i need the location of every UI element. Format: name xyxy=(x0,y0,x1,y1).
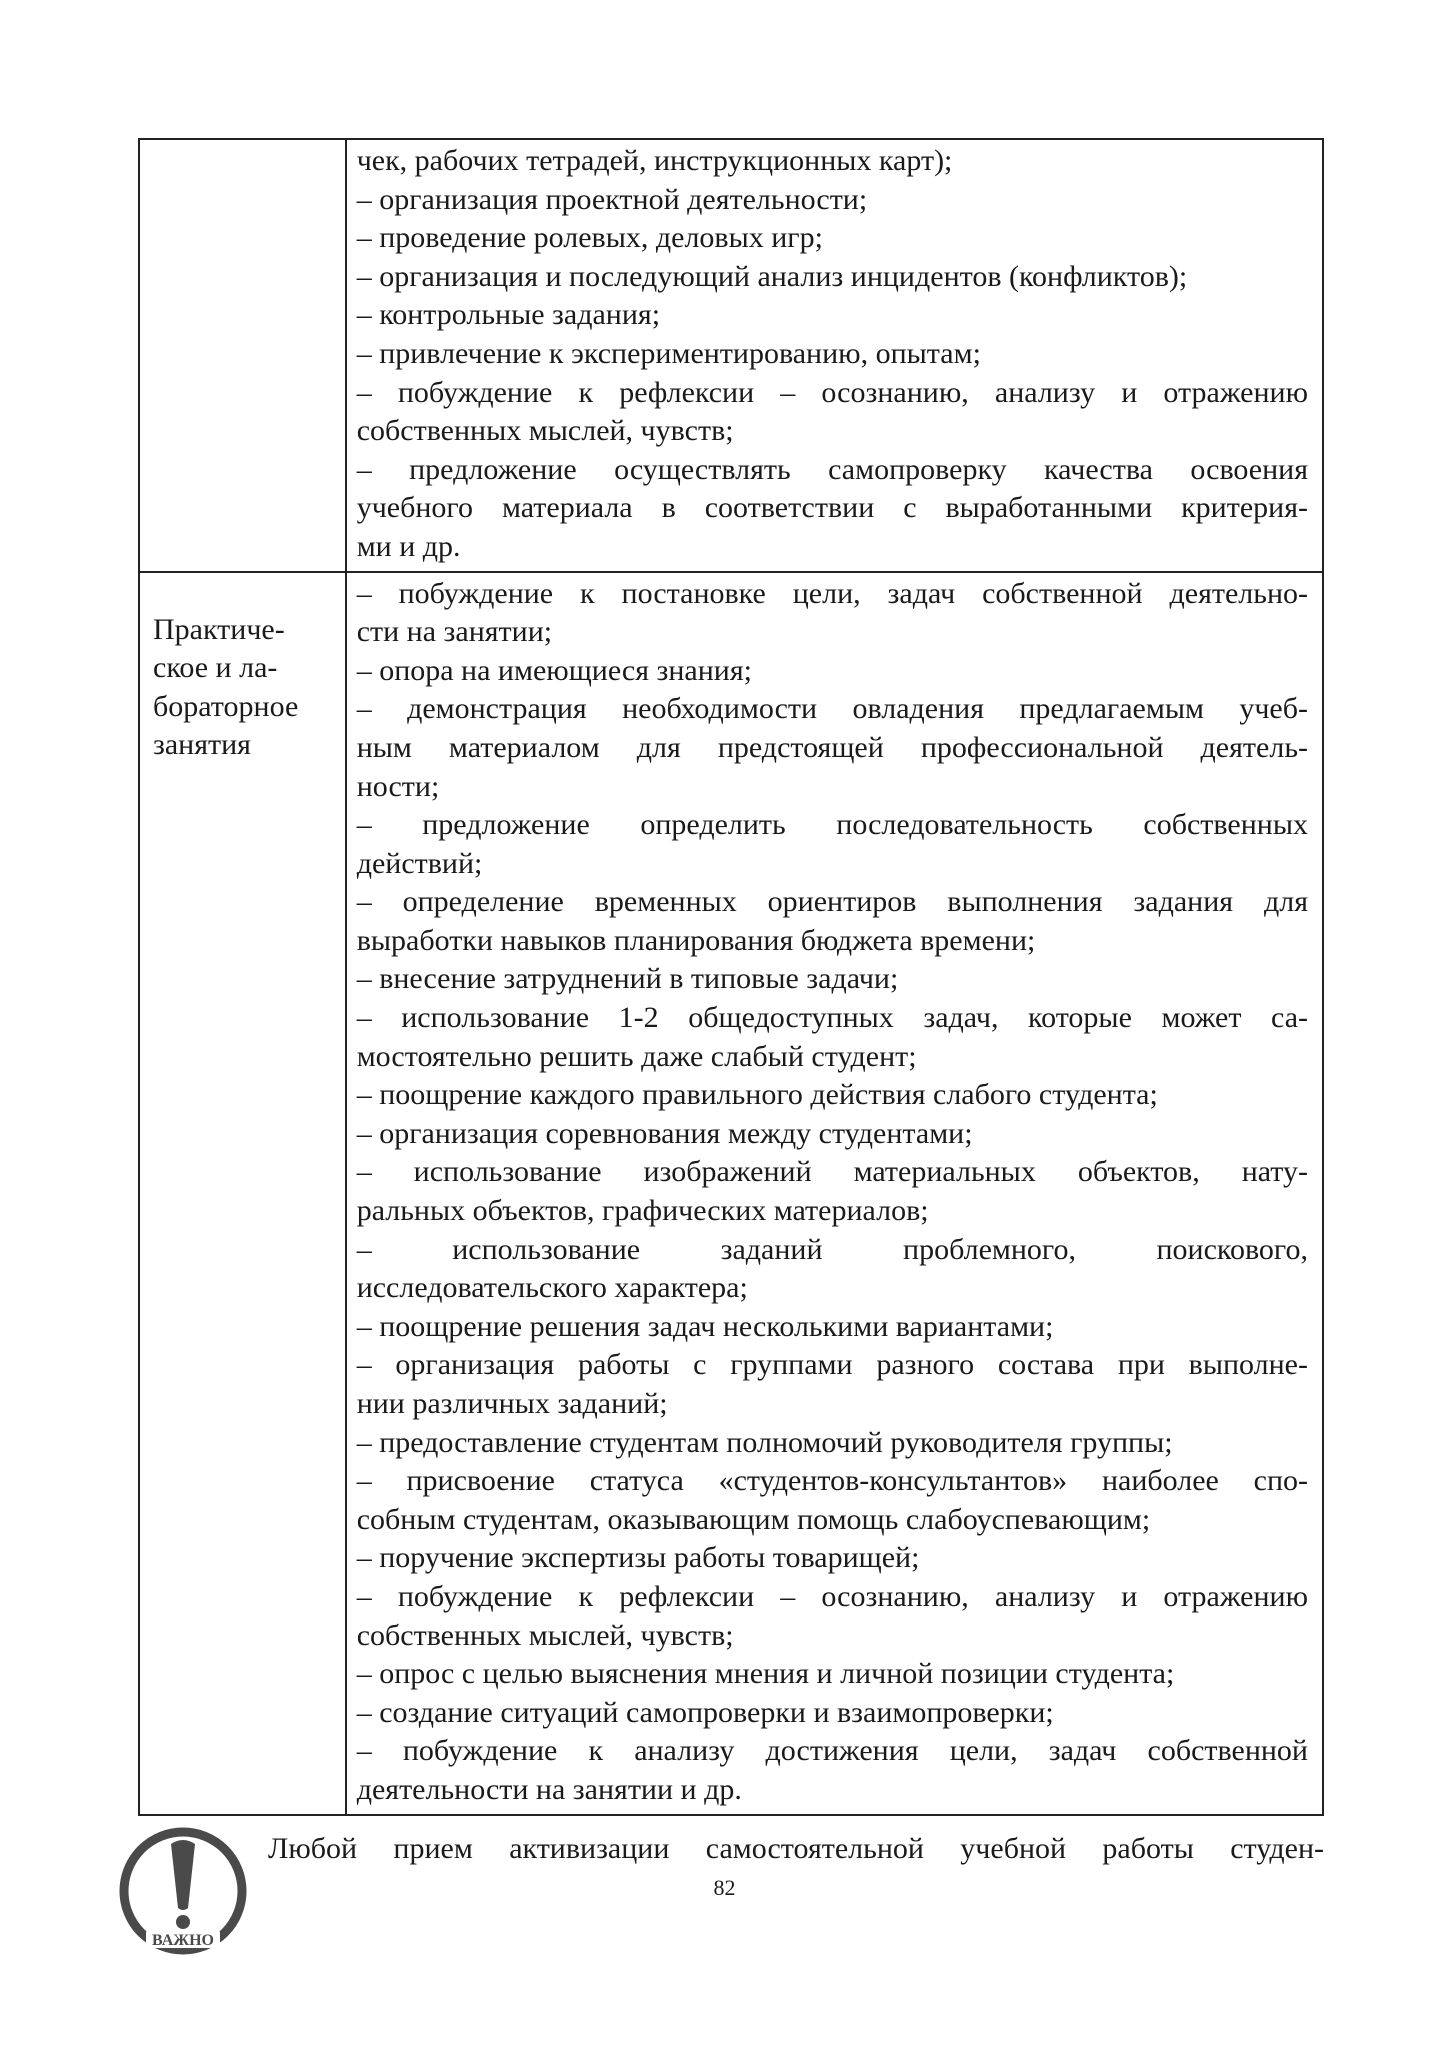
lesson-type-cell xyxy=(139,139,346,572)
technique-line: – использование 1-2 общедоступных задач, которые может са- xyxy=(356,1001,1308,1035)
technique-line: – демонстрация необходимости овладения предлагаемым учеб- xyxy=(356,692,1308,726)
lesson-type-cell xyxy=(139,572,346,1815)
technique-line: исследовательского характера; xyxy=(356,1271,748,1305)
body-paragraph: Любой прием активизации самостоятельной учебной работы студен- xyxy=(268,1832,1324,1865)
technique-line: ми и др. xyxy=(356,529,461,563)
technique-line: – использование изображений материальных объектов, нату- xyxy=(356,1155,1308,1189)
technique-line: – опора на имеющиеся знания; xyxy=(356,653,752,687)
technique-line: – поручение экспертизы работы товарищей; xyxy=(356,1541,920,1575)
technique-line: – использование заданий проблемного, поискового, xyxy=(356,1232,1308,1266)
technique-line: ности; xyxy=(356,769,440,803)
page-number: 82 xyxy=(713,1875,736,1900)
methods-table xyxy=(138,138,1324,1816)
technique-line: – присвоение статуса «студентов-консультантов» наиболее спо- xyxy=(356,1464,1308,1498)
lesson-type-line: ское и ла- xyxy=(153,651,278,685)
technique-line: чек, рабочих тетрадей, инструкционных карт); xyxy=(356,144,953,177)
technique-line: – создание ситуаций самопроверки и взаимопроверки; xyxy=(356,1695,1054,1729)
techniques-cell xyxy=(346,572,1323,1815)
technique-line: – побуждение к рефлексии – осознанию, анализу и отражению xyxy=(356,1579,1308,1613)
technique-line: – определение временных ориентиров выполнения задания для xyxy=(356,885,1308,919)
technique-line: собным студентам, оказывающим помощь слабоуспевающим; xyxy=(356,1502,1151,1536)
technique-line: собственных мыслей, чувств; xyxy=(356,1618,734,1652)
technique-line: – предложение определить последовательность собственных xyxy=(356,808,1308,842)
techniques-cell xyxy=(346,139,1323,572)
technique-line: нии различных заданий; xyxy=(356,1387,668,1420)
badge-label: ВАЖНО xyxy=(152,1932,214,1949)
exclamation-dot xyxy=(176,1915,190,1929)
technique-line: – внесение затруднений в типовые задачи; xyxy=(356,962,899,996)
technique-line: сти на занятии; xyxy=(356,615,553,649)
technique-line: – предоставление студентам полномочий руководителя группы; xyxy=(356,1425,1173,1459)
technique-line: учебного материала в соответствии с выработанными критерия- xyxy=(356,491,1308,525)
technique-line: – побуждение к анализу достижения цели, задач собственной xyxy=(356,1734,1308,1768)
technique-line: ральных объектов, графических материалов; xyxy=(356,1194,929,1228)
lesson-type-line: занятия xyxy=(153,728,251,762)
technique-line: – организация и последующий анализ инцидентов (конфликтов); xyxy=(356,259,1188,293)
table-row xyxy=(139,139,1323,572)
technique-line: мостоятельно решить даже слабый студент; xyxy=(356,1039,917,1073)
lesson-type-line: Практиче- xyxy=(153,612,285,646)
technique-line: собственных мыслей, чувств; xyxy=(356,414,734,448)
technique-line: деятельности на занятии и др. xyxy=(356,1772,742,1806)
lesson-type-line: бораторное xyxy=(153,689,299,723)
technique-line: – организация проектной деятельности; xyxy=(356,182,868,216)
technique-line: – контрольные задания; xyxy=(356,298,661,332)
technique-line: – привлечение к экспериментированию, опытам; xyxy=(356,336,981,370)
technique-line: – побуждение к постановке цели, задач собственной деятельно- xyxy=(356,576,1308,610)
technique-line: – организация работы с группами разного состава при выполне- xyxy=(356,1348,1308,1382)
technique-line: – поощрение решения задач несколькими вариантами; xyxy=(356,1309,1054,1343)
technique-line: – проведение ролевых, деловых игр; xyxy=(356,221,823,255)
technique-line: действий; xyxy=(356,846,483,880)
table-row xyxy=(139,572,1323,1815)
technique-line: ным материалом для предстоящей профессиональной деятель- xyxy=(356,730,1308,764)
technique-line: – опрос с целью выяснения мнения и личной позиции студента; xyxy=(356,1657,1175,1691)
technique-line: – предложение осуществлять самопроверку качества освоения xyxy=(356,452,1308,486)
technique-line: – побуждение к рефлексии – осознанию, анализу и отражению xyxy=(356,375,1308,409)
technique-line: – поощрение каждого правильного действия слабого студента; xyxy=(356,1078,1158,1112)
technique-line: – организация соревнования между студентами; xyxy=(356,1116,973,1150)
technique-line: выработки навыков планирования бюджета времени; xyxy=(356,923,1036,957)
